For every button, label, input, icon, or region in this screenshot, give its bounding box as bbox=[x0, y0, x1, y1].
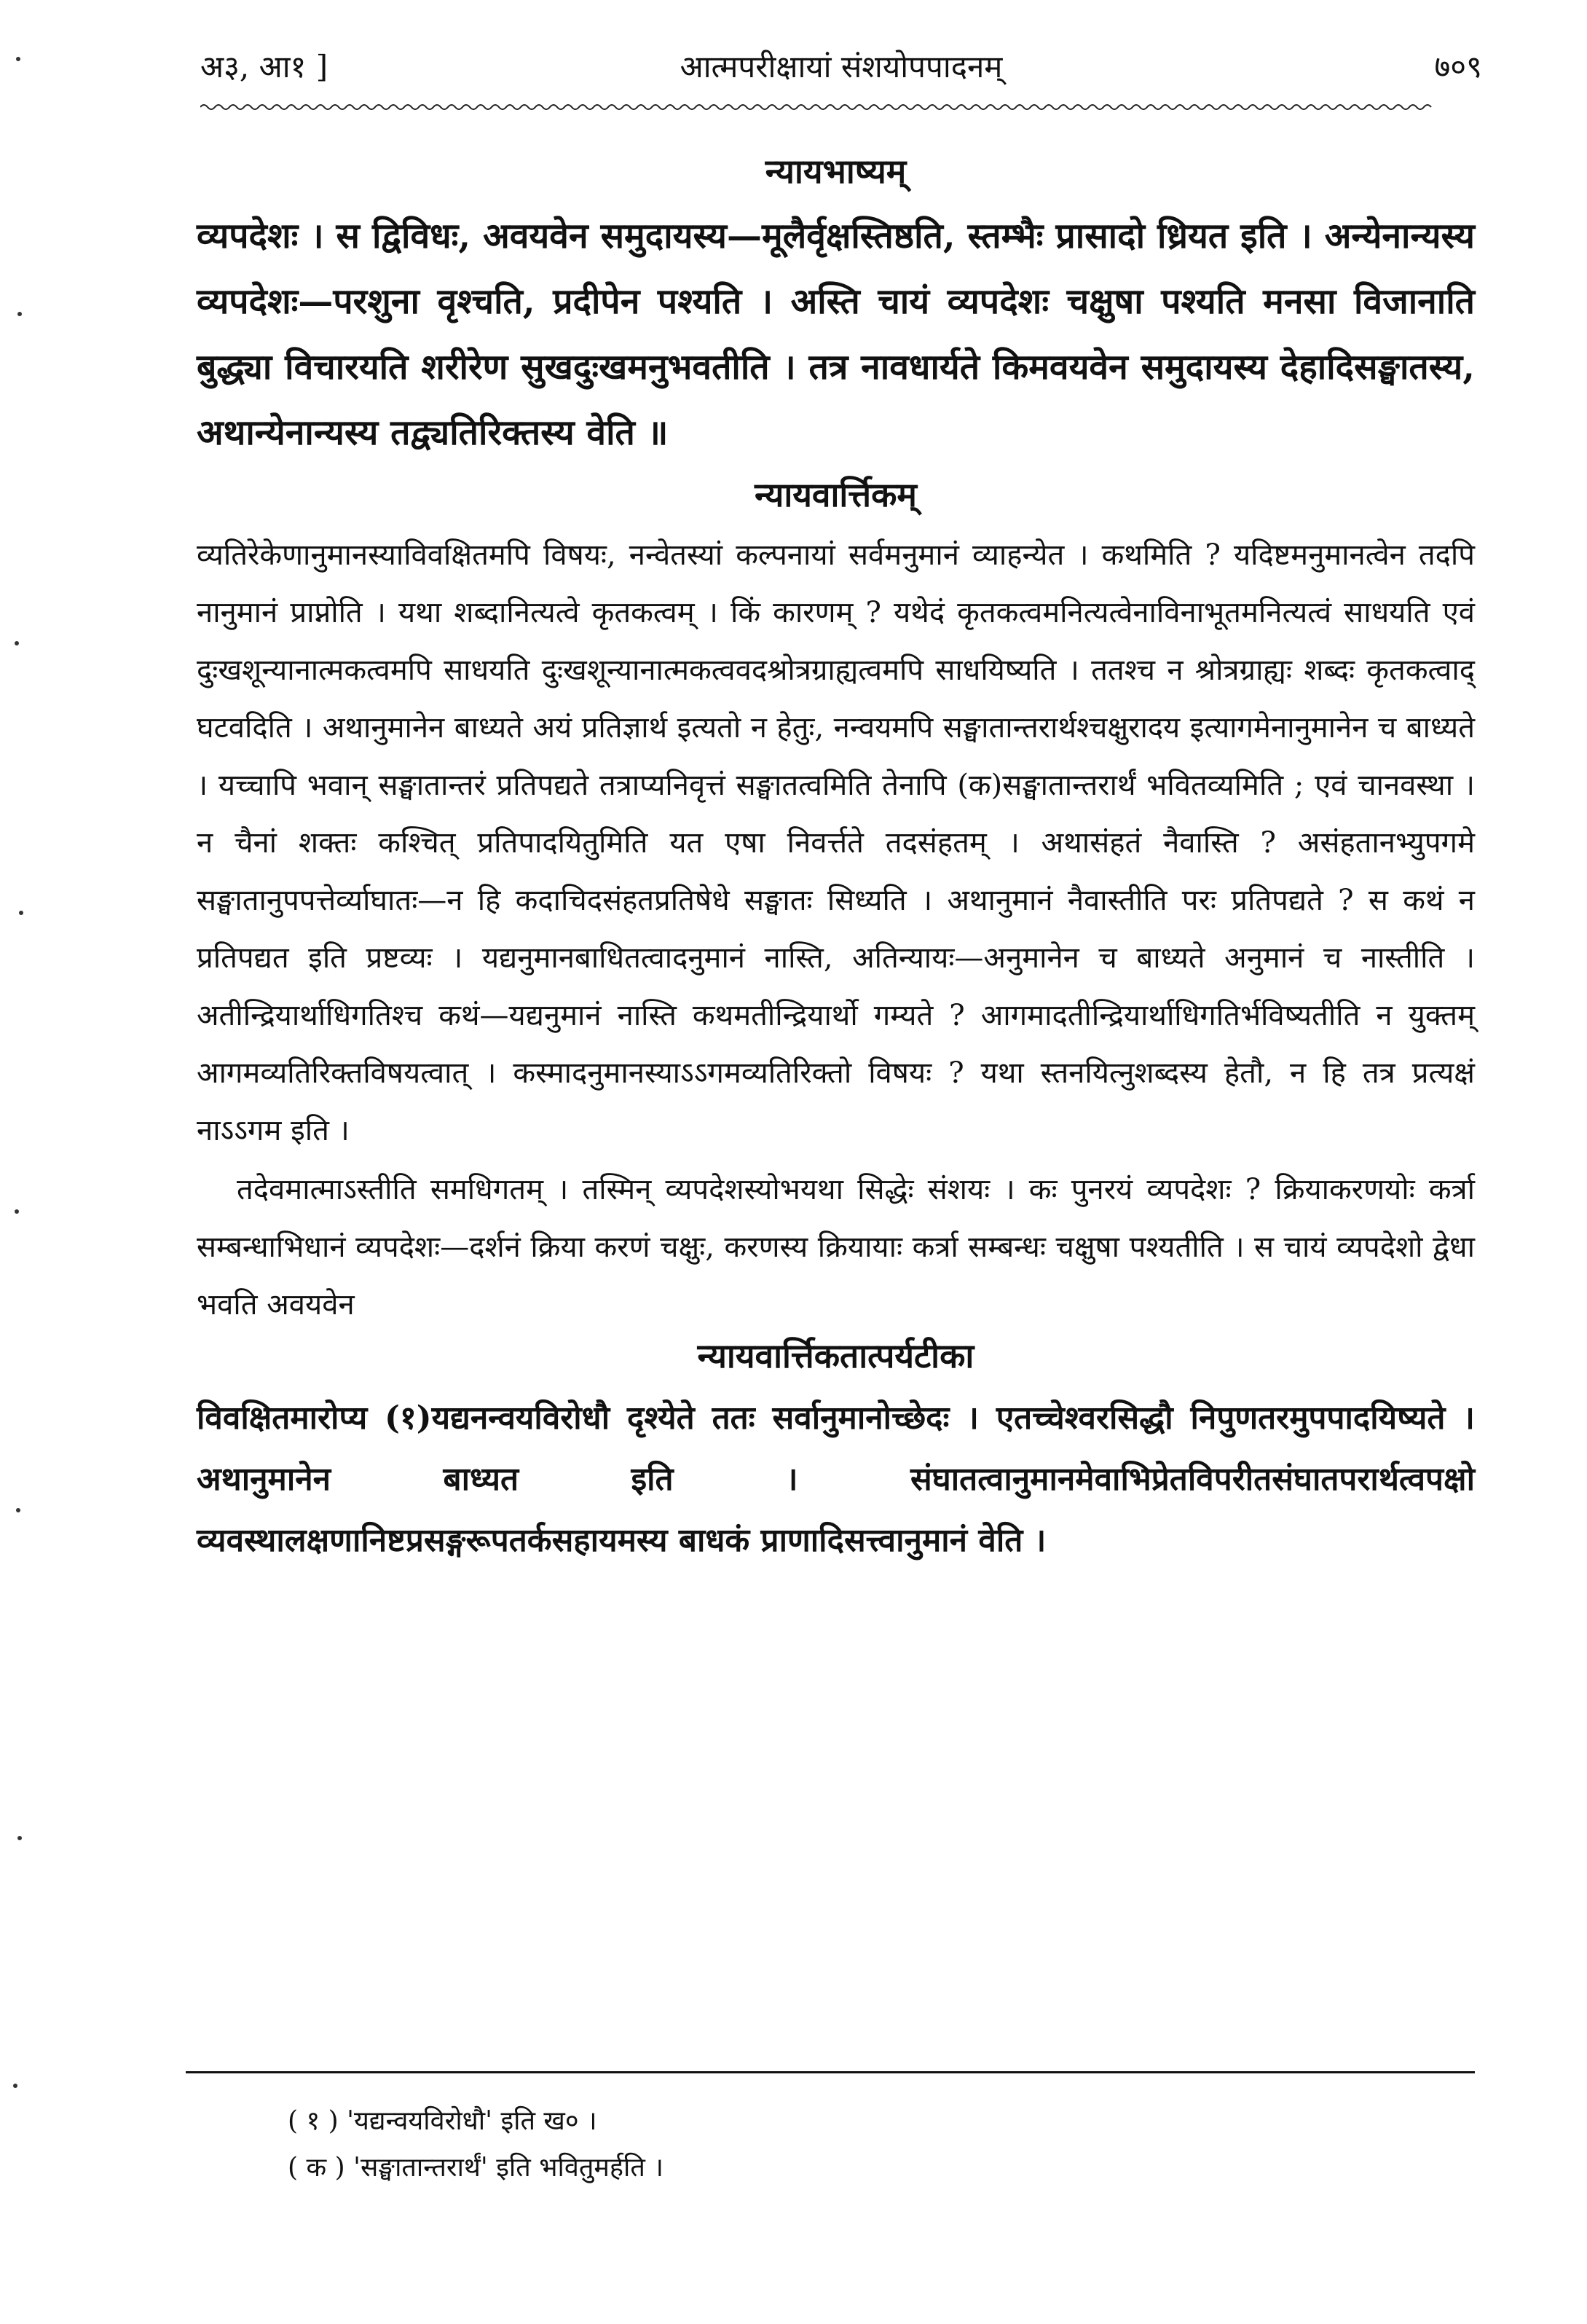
margin-mark bbox=[17, 312, 22, 316]
page-number: ७०९ bbox=[1434, 49, 1482, 85]
footnote-divider bbox=[186, 2071, 1475, 2073]
main-content bbox=[197, 149, 1475, 1571]
section-text: विवक्षितमारोप्य (१)यद्यनन्वयविरोधौ दृश्येते ततः सर्वानुमानोच्छेदः । एतच्चेश्वरसिद्धौ निपुणतरमुपपादयिष्यते । अथानुमानेन बाध्यत इति । संघातत्वानुमानमेवाभिप्रेतविपरीतसंघातपरार्थत्वपक्षो व्यवस्थालक्षणानिष्टप्रसङ्गरूपतर्कसहायमस्य बाधकं प्राणादिसत्त्वानुमानं वेति । bbox=[197, 1399, 1475, 1559]
running-header bbox=[200, 38, 1482, 89]
margin-mark bbox=[13, 2084, 17, 2088]
wavy-rule-divider bbox=[200, 102, 1482, 112]
margin-mark bbox=[15, 641, 19, 645]
margin-mark bbox=[16, 1508, 20, 1512]
footnotes bbox=[288, 2098, 1307, 2191]
section-tatparyatika bbox=[197, 1334, 1475, 1571]
footnote: ( क ) 'सङ्घातान्तरार्थं' इति भवितुमर्हति । bbox=[288, 2153, 663, 2183]
section-nyayavartika bbox=[197, 473, 1475, 1334]
paragraph: तदेवमात्माऽस्तीति समधिगतम् । तस्मिन् व्यपदेशस्योभयथा सिद्धेः संशयः । कः पुनरयं व्यपदेशः ? क्रियाकरणयोः कर्त्रा सम्बन्धाभिधानं व्यपदेशः—दर्शनं क्रिया करणं चक्षुः, करणस्य क्रियायाः कर्त्रा सम्बन्धः चक्षुषा पश्यतीति । स चायं व्यपदेशो द्वेधा भवति अवयवेन bbox=[197, 1173, 1475, 1322]
margin-mark bbox=[19, 911, 23, 915]
footnote: ( १ ) 'यद्यन्वयविरोधौ' इति ख० । bbox=[288, 2106, 597, 2136]
section-heading: न्यायवार्त्तिकतात्पर्यटीका bbox=[697, 1336, 974, 1375]
chapter-reference: अ३, आ१ ] bbox=[200, 49, 328, 85]
section-heading: न्यायवार्त्तिकम् bbox=[755, 475, 917, 514]
margin-mark bbox=[17, 1836, 22, 1840]
margin-mark bbox=[15, 1209, 19, 1214]
running-title: आत्मपरीक्षायां संशयोपपादनम् bbox=[680, 49, 1003, 85]
margin-mark bbox=[16, 57, 20, 61]
section-nyayabhashya bbox=[197, 149, 1475, 466]
section-text: व्यपदेशः । स द्विविधः, अवयवेन समुदायस्य—मूलैर्वृक्षस्तिष्ठति, स्तम्भैः प्रासादो ध्रियत इति । अन्येनान्यस्य व्यपदेशः—परशुना वृश्चति, प्रदीपेन पश्यति । अस्ति चायं व्यपदेशः चक्षुषा पश्यति मनसा विजानाति बुद्ध्या विचारयति शरीरेण सुखदुःखमनुभवतीति । तत्र नावधार्यते किमवयवेन समुदायस्य देहादिसङ्घातस्य, अथान्येनान्यस्य तद्व्यतिरिक्तस्य वेति ॥ bbox=[197, 216, 1475, 453]
paragraph: व्यतिरेकेणानुमानस्याविवक्षितमपि विषयः, नन्वेतस्यां कल्पनायां सर्वमनुमानं व्याहन्येत । कथमिति ? यदिष्टमनुमानत्वेन तदपि नानुमानं प्राप्नोति । यथा शब्दानित्यत्वे कृतकत्वम् । किं कारणम् ? यथेदं कृतकत्वमनित्यत्वेनाविनाभूतमनित्यत्वं साधयति एवं दुःखशून्यानात्मकत्वमपि साधयति दुःखशून्यानात्मकत्ववदश्रोत्रग्राह्यत्वमपि साधयिष्यति । ततश्च न श्रोत्रग्राह्यः शब्दः कृतकत्वाद् घटवदिति । अथानुमानेन बाध्यते अयं प्रतिज्ञार्थ इत्यतो न हेतुः, नन्वयमपि सङ्घातान्तरार्थश्चक्षुरादय इत्यागमेनानुमानेन च बाध्यते । यच्चापि भवान् सङ्घातान्तरं प्रतिपद्यते तत्राप्यनिवृत्तं सङ्घातत्वमिति तेनापि (क)सङ्घातान्तरार्थं भवितव्यमिति ; एवं चानवस्था । न चैनां शक्तः कश्चित् प्रतिपादयितुमिति यत एषा निवर्त्तते तदसंहतम् । अथासंहतं नैवास्ति ? असंहतानभ्युपगमे सङ्घातानुपपत्तेर्व्याघातः—न हि कदाचिदसंहतप्रतिषेधे सङ्घातः सिध्यति । अथानुमानं नैवास्तीति परः प्रतिपद्यते ? स कथं न प्रतिपद्यत इति प्रष्टव्यः । यद्यनुमानबाधितत्वादनुमानं नास्ति, अतिन्यायः—अनुमानेन च बाध्यते अनुमानं च नास्तीति । अतीन्द्रियार्थाधिगतिश्च कथं—यद्यनुमानं नास्ति कथमतीन्द्रियार्थो गम्यते ? आगमादतीन्द्रियार्थाधिगतिर्भविष्यतीति न युक्तम् आगमव्यतिरिक्तविषयत्वात् । कस्मादनुमानस्याऽऽगमव्यतिरिक्तो विषयः ? यथा स्तनयित्नुशब्दस्य हेतौ, न हि तत्र प्रत्यक्षं नाऽऽगम इति । bbox=[197, 538, 1475, 1147]
section-heading: न्यायभाष्यम् bbox=[765, 152, 907, 191]
